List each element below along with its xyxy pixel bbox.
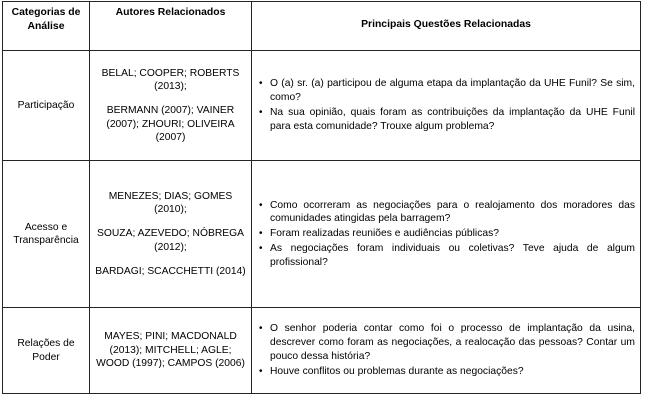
author-block: BERMANN (2007); VAINER (2007); ZHOURI; OLIVEIRA (2007)	[106, 105, 235, 144]
cell-category: Participação	[3, 51, 90, 161]
author-block: BELAL; COOPER; ROBERTS (2013);	[101, 67, 240, 92]
cell-authors	[90, 308, 252, 394]
question-list	[257, 77, 635, 133]
table-row	[3, 51, 641, 161]
question-list	[257, 322, 635, 378]
table-row	[3, 161, 641, 308]
author-block: SOUZA; AZEVEDO; NÓBREGA (2012);	[96, 228, 245, 253]
question-item: • Houve conflitos ou problemas durante as negociações?	[270, 365, 635, 379]
question-item: • O (a) sr. (a) participou de alguma etapa da implantação da UHE Funil? Se sim, como?	[270, 77, 635, 105]
cell-category: Relações de Poder	[3, 308, 90, 394]
author-block-spacer	[95, 93, 246, 104]
table-row	[3, 308, 641, 394]
column-header-category: Categorias de Análise	[3, 2, 90, 51]
analysis-categories-table	[2, 1, 641, 394]
table-header-row	[3, 2, 641, 51]
author-block: MAYES; PINI; MACDONALD (2013); MITCHELL; AGLE; WOOD (1997); CAMPOS (2006)	[96, 331, 245, 370]
cell-authors	[90, 51, 252, 161]
cell-category: Acesso e Transparência	[3, 161, 90, 308]
question-list	[257, 199, 635, 270]
author-block-spacer	[95, 216, 246, 227]
cell-questions	[252, 51, 641, 161]
cell-questions	[252, 161, 641, 308]
question-item: • As negociações foram individuais ou coletivas? Teve ajuda de algum profissional?	[270, 242, 635, 270]
author-block-spacer	[95, 254, 246, 265]
author-block: MENEZES; DIAS; GOMES (2010);	[108, 190, 233, 215]
question-item: • Como ocorreram as negociações para o realojamento dos moradores das comunidades atingidas pela barragem?	[270, 199, 635, 227]
author-block: BARDAGI; SCACCHETTI (2014)	[95, 266, 246, 278]
cell-authors	[90, 161, 252, 308]
column-header-authors: Autores Relacionados	[90, 2, 252, 51]
question-item: • Foram realizadas reuniões e audiências públicas?	[270, 227, 635, 241]
question-item: • Na sua opinião, quais foram as contribuições da implantação da UHE Funil para esta comunidade? Trouxe algum problema?	[270, 106, 635, 134]
column-header-questions: Principais Questões Relacionadas	[252, 2, 641, 51]
cell-questions	[252, 308, 641, 394]
question-item: • O senhor poderia contar como foi o processo de implantação da usina, descrever como foram as negociações, a realocação das pessoas? Contar um pouco dessa história?	[270, 322, 635, 363]
